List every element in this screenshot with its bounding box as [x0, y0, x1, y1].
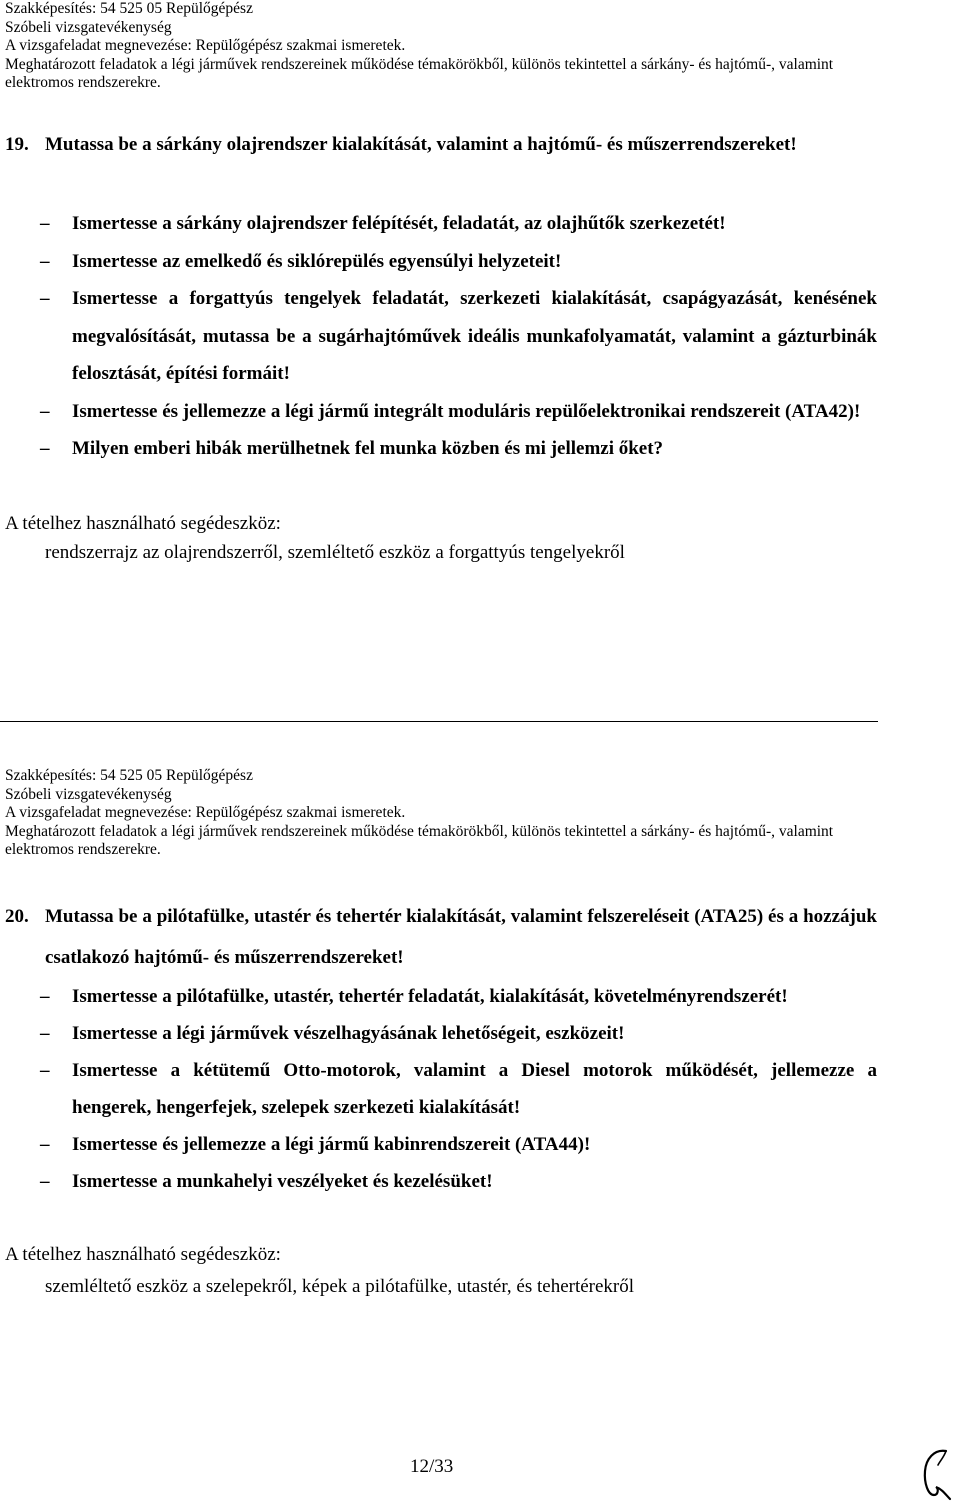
- list-item: – Ismertesse a pilótafülke, utastér, tehertér feladatát, kialakítását, követelményrendszerét!: [40, 978, 877, 1015]
- question-text: Mutassa be a sárkány olajrendszer kialakítását, valamint a hajtómű- és műszerrendszereket!: [45, 134, 797, 155]
- dash-bullet: –: [40, 1134, 50, 1155]
- list-item: – Ismertesse a forgattyús tengelyek feladatát, szerkezeti kialakítását, csapágyazását, kenésének megvalósítását, mutassa be a sugárhajtóművek ideális munkafolyamatát, valamint a gázturbinák felosztását, építési formáit!: [40, 280, 877, 393]
- dash-bullet: –: [40, 1171, 50, 1192]
- header-exam-activity: Szóbeli vizsgatevékenység: [5, 785, 172, 803]
- dash-bullet: –: [40, 438, 50, 459]
- header-qualification: Szakképesítés: 54 525 05 Repülőgépész: [5, 0, 253, 17]
- list-item: – Ismertesse a kétütemű Otto-motorok, valamint a Diesel motorok működését, jellemezze a hengerek, hengerfejek, szelepek szerkezeti kialakítását!: [40, 1052, 877, 1126]
- question-19-subtasks: [40, 205, 877, 468]
- page-header-2: [5, 767, 885, 860]
- question-number: 20.: [5, 906, 29, 927]
- list-item: – Ismertesse a sárkány olajrendszer felépítését, feladatát, az olajhűtők szerkezetét!: [40, 205, 877, 243]
- header-task-description: Meghatározott feladatok a légi járművek rendszereinek működése témakörökből, különös tekintettel a sárkány- és hajtómű-, valamint elektromos rendszerekre.: [5, 822, 834, 858]
- list-item: – Ismertesse az emelkedő és siklórepülés egyensúlyi helyzeteit!: [40, 243, 877, 281]
- header-exam-activity: Szóbeli vizsgatevékenység: [5, 18, 172, 36]
- list-item: – Ismertesse és jellemezze a légi jármű integrált moduláris repülőelektronikai rendszereit (ATA42)!: [40, 393, 877, 431]
- tools-label: A tételhez használható segédeszköz:: [5, 513, 281, 534]
- list-item: – Ismertesse a munkahelyi veszélyeket és kezelésüket!: [40, 1163, 877, 1200]
- page-number: 12/33: [410, 1456, 454, 1477]
- dash-bullet: –: [40, 986, 50, 1007]
- page-separator: [0, 721, 878, 722]
- question-19-title: [5, 125, 877, 164]
- tools-text: szemléltető eszköz a szelepekről, képek a pilótafülke, utastér, és tehertérekről: [45, 1276, 635, 1297]
- list-item: – Ismertesse a légi járművek vészelhagyásának lehetőségeit, eszközeit!: [40, 1015, 877, 1052]
- list-item: – Ismertesse és jellemezze a légi jármű kabinrendszereit (ATA44)!: [40, 1126, 877, 1163]
- header-task-name: A vizsgafeladat megnevezése: Repülőgépész szakmai ismeretek.: [5, 804, 406, 821]
- header-qualification: Szakképesítés: 54 525 05 Repülőgépész: [5, 767, 253, 784]
- question-20-subtasks: [40, 978, 877, 1200]
- list-item: – Milyen emberi hibák merülhetnek fel munka közben és mi jellemzi őket?: [40, 430, 877, 468]
- question-20-title: [5, 896, 877, 978]
- tools-label: A tételhez használható segédeszköz:: [5, 1244, 281, 1265]
- dash-bullet: –: [40, 250, 50, 272]
- header-task-description: Meghatározott feladatok a légi járművek rendszereinek működése témakörökből, különös tekintettel a sárkány- és hajtómű-, valamint elektromos rendszerekre.: [5, 55, 834, 91]
- header-task-name: A vizsgafeladat megnevezése: Repülőgépész szakmai ismeretek.: [5, 37, 406, 54]
- dash-bullet: –: [40, 1060, 50, 1081]
- page-header-1: [5, 0, 885, 93]
- tools-text: rendszerrajz az olajrendszerről, szemléltető eszköz a forgattyús tengelyekről: [45, 542, 625, 563]
- question-number: 19.: [5, 134, 29, 155]
- dash-bullet: –: [40, 213, 50, 234]
- dash-bullet: –: [40, 1023, 50, 1044]
- question-text: Mutassa be a pilótafülke, utastér és tehertér kialakítását, valamint felszereléseit (ATA25) és a hozzájuk csatlakozó hajtómű- és műszerrendszereket!: [45, 906, 877, 968]
- dash-bullet: –: [40, 288, 50, 309]
- handwritten-mark-icon: [920, 1445, 954, 1501]
- dash-bullet: –: [40, 400, 50, 422]
